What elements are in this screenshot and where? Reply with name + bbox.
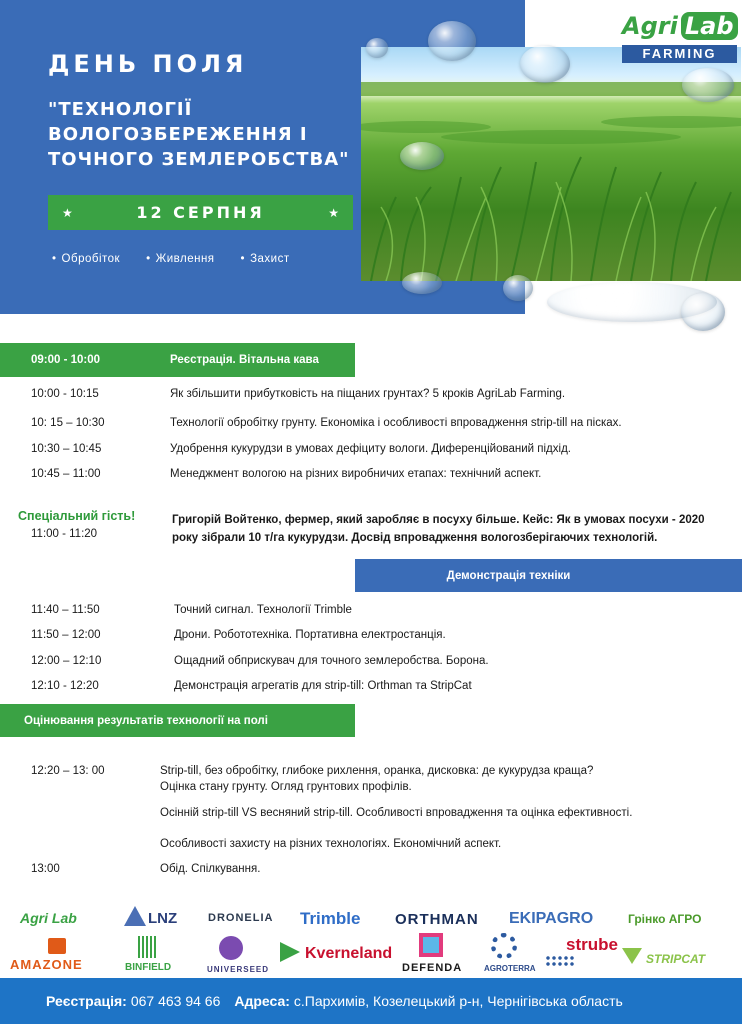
topic-item: • Обробіток [52, 253, 120, 265]
kverneland-arrow-icon [280, 942, 300, 962]
registration-label: Реєстрація. Вітальна кава [170, 354, 319, 366]
sponsor-logo-lnz: LNZ [148, 910, 178, 927]
water-drop-decoration [428, 21, 476, 61]
stripcat-v-icon [622, 948, 642, 964]
schedule-desc: Оцінка стану грунту. Огляд грунтових профілів. [160, 781, 412, 793]
registration-time: 09:00 - 10:00 [31, 354, 101, 366]
schedule-time: 11:50 – 12:00 [31, 629, 101, 641]
topic-item: • Живлення [146, 253, 214, 265]
sponsor-logo-grinko: Грінко АГРО [628, 912, 702, 926]
schedule-time: 10: 15 – 10:30 [31, 417, 105, 429]
strube-dots-icon [545, 955, 575, 967]
schedule-time: 12:20 – 13: 00 [31, 765, 105, 777]
event-date-bar [48, 195, 353, 230]
star-icon: ★ [62, 205, 73, 220]
water-drop-decoration [520, 45, 570, 83]
special-guest-label: Спеціальний гість! [18, 509, 136, 523]
demo-section-bar [355, 559, 742, 592]
schedule-time: 10:30 – 10:45 [31, 443, 102, 455]
schedule-desc: Як збільшити прибутковість на піщаних грунтах? 5 кроків AgriLab Farming. [170, 388, 566, 400]
logo-farming-label: FARMING [622, 45, 737, 63]
schedule-time: 13:00 [31, 863, 60, 875]
logo-wordmark: Agri Lab [622, 12, 738, 40]
schedule-time: 12:00 – 12:10 [31, 655, 102, 667]
registration-label: Реєстрація: [46, 993, 127, 1009]
defenda-square-icon [419, 933, 443, 957]
evaluation-section-bar [0, 704, 355, 737]
schedule-desc: Менеджмент вологою на різних виробничих етапах: технічний аспект. [170, 468, 542, 480]
binfield-stripes-icon [138, 936, 158, 958]
water-drop-decoration [400, 142, 444, 170]
footer-bar [0, 978, 742, 1024]
schedule-desc: Удобрення кукурудзи в умовах дефіциту вологи. Диференційований підхід. [170, 443, 571, 455]
sponsor-logo-stripcat: STRIPCAT [646, 952, 706, 966]
sponsor-logo-ekipagro: EKIPAGRO [509, 910, 594, 927]
sponsor-logo-strube: strube [566, 935, 618, 954]
address-value: с.Пархимів, Козелецький р-н, Чернігівська область [293, 993, 623, 1009]
special-guest-desc: Григорій Войтенко, фермер, який заробляє в посуху більше. Кейс: Як в умовах посухи - 2020 року зібрали 10 т/га кукурудзи. Досвід впровадження вологозберігаючих технологій. [172, 514, 705, 544]
evaluation-section-label: Оцінювання результатів технології на полі [24, 714, 268, 727]
schedule-desc: Обід. Спілкування. [160, 863, 261, 875]
lnz-triangle-icon [124, 906, 146, 926]
topic-item: • Захист [241, 253, 290, 265]
schedule-desc: Точний сигнал. Технології Trimble [174, 604, 352, 616]
schedule-desc: Особливості захисту на різних технологіях. Економічний аспект. [160, 838, 502, 850]
sponsor-logo-dronelia: DRONELIA [208, 912, 274, 924]
event-subtitle-line: ТОЧНОГО ЗЕМЛЕРОБСТВА" [48, 149, 350, 170]
amazone-emblem-icon [48, 938, 66, 954]
water-drop-decoration [402, 272, 442, 294]
schedule-time: 11:40 – 11:50 [31, 604, 100, 616]
schedule-desc: Осінній strip-till VS весняний strip-till. Особливості впровадження та оцінка ефективності. [160, 807, 633, 819]
topic-list [52, 253, 290, 265]
sponsor-logo-universeed: UNIVERSEED [207, 965, 270, 974]
sponsor-logo-trimble: Trimble [300, 909, 361, 928]
registration-phone[interactable]: 067 463 94 66 [130, 993, 221, 1009]
demo-section-label: Демонстрація техніки [446, 569, 571, 582]
event-title: ДЕНЬ ПОЛЯ [48, 50, 248, 78]
schedule-desc: Ощадний обприскувач для точного землеробства. Борона. [174, 655, 489, 667]
schedule-time: 12:10 - 12:20 [31, 680, 99, 692]
schedule-time: 10:45 – 11:00 [31, 468, 101, 480]
schedule-time: 10:00 - 10:15 [31, 388, 99, 400]
water-drop-decoration [682, 68, 734, 102]
sponsor-logo-binfield: BINFIELD [125, 962, 172, 973]
agroterra-gear-icon [491, 933, 517, 959]
event-subtitle-line: ВОЛОГОЗБЕРЕЖЕННЯ І [48, 124, 308, 145]
universeed-emblem-icon [219, 936, 243, 960]
sponsor-logo-agrilab: Agri Lab [20, 910, 77, 926]
sponsor-logo-agroterra: AGROTERRA [484, 964, 536, 973]
sponsor-logo-orthman: ORTHMAN [395, 911, 479, 928]
registration-bar [0, 343, 355, 377]
schedule-desc: Strip-till, без обробітку, глибоке рихлення, оранка, дисковка: де кукурудза краща? [160, 765, 594, 777]
sponsor-logo-amazone: AMAZONE [10, 957, 83, 972]
event-subtitle [48, 97, 368, 172]
sponsor-logo-defenda: DEFENDA [402, 962, 463, 974]
schedule-time: 11:00 - 11:20 [31, 528, 98, 540]
agrilab-farming-logo [620, 12, 738, 66]
star-icon: ★ [328, 205, 339, 220]
sponsor-logo-kverneland: Kverneland [305, 945, 393, 962]
schedule-desc: Дрони. Робототехніка. Портативна електростанція. [174, 629, 446, 641]
event-subtitle-line: "ТЕХНОЛОГІЇ [48, 99, 193, 120]
water-drop-decoration [503, 275, 533, 301]
water-drop-decoration [366, 38, 388, 58]
address-label: Адреса: [234, 993, 290, 1009]
event-date: 12 СЕРПНЯ [136, 203, 265, 222]
schedule-desc: Технології обробітку грунту. Економіка і особливості впровадження strip-till на пісках. [170, 417, 622, 429]
schedule-desc: Демонстрація агрегатів для strip-till: Orthman та StripCat [174, 680, 472, 692]
water-drop-decoration [681, 293, 725, 331]
